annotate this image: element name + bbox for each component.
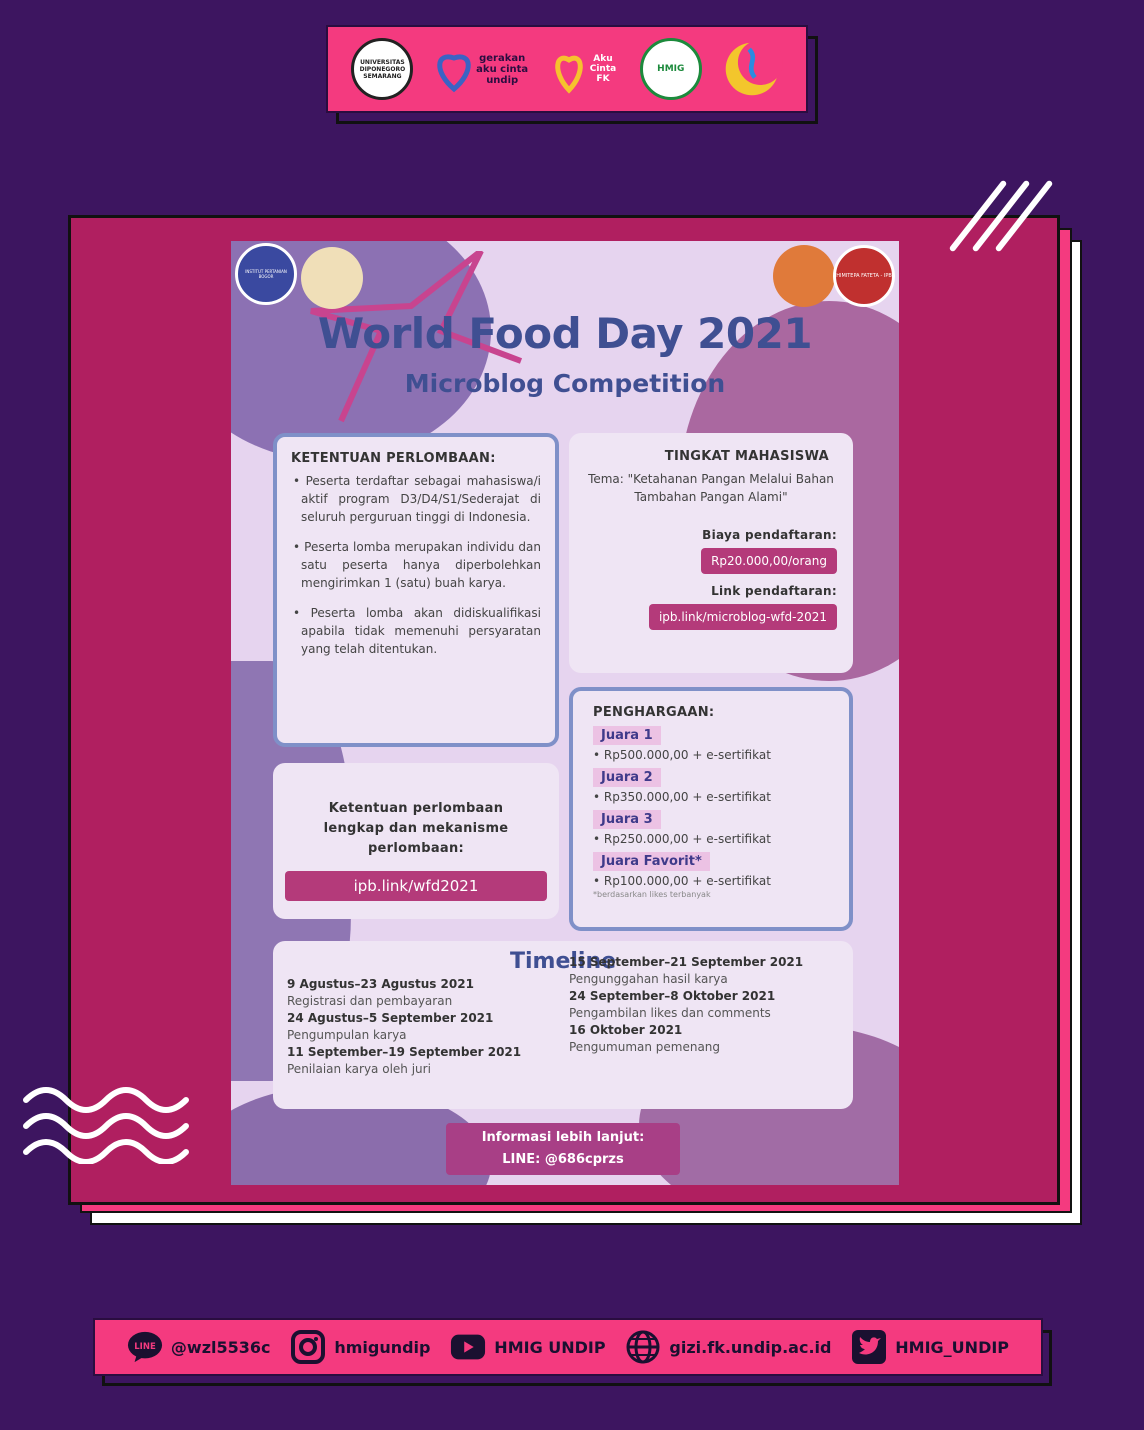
website-contact[interactable] [625, 1329, 831, 1365]
waves-decoration-icon [22, 1080, 202, 1164]
twitter-icon [851, 1329, 887, 1365]
info-box [446, 1123, 680, 1175]
prize-2 [593, 762, 829, 804]
timeline-date: 24 Agustus–5 September 2021 [287, 1011, 494, 1025]
info-line-2: LINE: @686cprzs [502, 1152, 624, 1167]
prize-value: • Rp500.000,00 + e-sertifikat [593, 748, 771, 762]
prize-value: • Rp350.000,00 + e-sertifikat [593, 790, 771, 804]
info-line-1: Informasi lebih lanjut: [481, 1130, 645, 1145]
prize-favorit [593, 846, 829, 888]
prize-title: Juara 1 [593, 726, 661, 745]
timeline-desc: Registrasi dan pembayaran [287, 994, 453, 1008]
timeline-card [273, 941, 853, 1109]
crescent-logo [721, 38, 783, 100]
svg-text:LINE: LINE [134, 1341, 156, 1352]
prize-title: Juara 3 [593, 810, 661, 829]
timeline-date: 16 Oktober 2021 [569, 1023, 683, 1037]
himitepa-logo: HIMITEPA FATETA - IPB [833, 245, 895, 307]
footer [93, 1318, 1043, 1376]
prize-3 [593, 804, 829, 846]
biaya-value: Rp20.000,00/orang [701, 548, 837, 574]
youtube-icon [450, 1329, 486, 1365]
prize-value: • Rp100.000,00 + e-sertifikat [593, 874, 771, 888]
timeline-desc: Pengambilan likes dan comments [569, 1006, 771, 1020]
prize-1 [593, 720, 829, 762]
ketentuan-card [273, 433, 559, 747]
undip-logo: UNIVERSITAS DIPONEGORO SEMARANG [351, 38, 413, 100]
timeline-desc: Pengunggahan hasil karya [569, 972, 728, 986]
timeline-desc: Pengumuman pemenang [569, 1040, 721, 1054]
twitter-handle: HMIG_UNDIP [895, 1337, 1010, 1357]
timeline-desc: Penilaian karya oleh juri [287, 1062, 431, 1076]
tingkat-card [569, 433, 853, 673]
runner-logo [773, 245, 835, 307]
timeline-date: 11 September–19 September 2021 [287, 1045, 522, 1059]
prize-title: Juara Favorit* [593, 852, 710, 871]
logo-bar [326, 25, 808, 113]
registration-link[interactable]: ipb.link/microblog-wfd-2021 [649, 604, 837, 630]
world-food-day-mascot-icon [301, 247, 363, 309]
biaya-label: Biaya pendaftaran: [702, 528, 837, 542]
line-contact[interactable] [127, 1329, 271, 1365]
ketentuan-item: • Peserta lomba akan didiskualifikasi apabila tidak memenuhi persyaratan yang telah ditentukan. [293, 606, 541, 656]
line-handle: @wzl5536c [170, 1337, 271, 1357]
twitter-contact[interactable] [851, 1329, 1009, 1365]
instagram-contact[interactable] [290, 1329, 430, 1365]
tema-text: Tema: "Ketahanan Pangan Melalui Bahan Tambahan Pangan Alami" [588, 472, 834, 504]
poster [231, 241, 899, 1185]
ketentuan-heading: KETENTUAN PERLOMBAAN: [291, 451, 496, 466]
ketentuan-item: • Peserta terdaftar sebagai mahasiswa/i aktif program D3/D4/S1/Sederajat di seluruh perguruan tinggi di Indonesia. [293, 474, 541, 524]
timeline-desc: Pengumpulan karya [287, 1028, 407, 1042]
hmig-logo: HMIG [640, 38, 702, 100]
youtube-handle: HMIG UNDIP [494, 1337, 606, 1357]
prize-note: *berdasarkan likes terbanyak [593, 890, 711, 899]
link-label: Link pendaftaran: [711, 584, 837, 598]
penghargaan-card [569, 687, 853, 931]
aku-cinta-undip-logo: gerakan aku cinta undip [432, 38, 532, 100]
prize-title: Juara 2 [593, 768, 661, 787]
instagram-icon [290, 1329, 326, 1365]
ketentuan-lengkap-card [273, 763, 559, 919]
timeline-heading: Timeline [509, 949, 617, 974]
timeline-right [569, 952, 839, 1076]
wfd-link[interactable]: ipb.link/wfd2021 [285, 871, 547, 901]
ketentuan-item: • Peserta lomba merupakan individu dan satu peserta hanya diperbolehkan mengirimkan 1 (satu) buah karya. [293, 540, 541, 590]
ketentuan-lengkap-text: Ketentuan perlombaan lengkap dan mekanisme perlombaan: [323, 801, 509, 856]
globe-icon [625, 1329, 661, 1365]
poster-title: World Food Day 2021 [317, 309, 813, 358]
penghargaan-heading: PENGHARGAAN: [593, 705, 715, 720]
line-icon [127, 1329, 163, 1365]
timeline-date: 24 September–8 Oktober 2021 [569, 989, 776, 1003]
timeline-date: 15 September–21 September 2021 [569, 955, 804, 969]
instagram-handle: hmigundip [334, 1337, 431, 1357]
website-url: gizi.fk.undip.ac.id [669, 1337, 832, 1357]
poster-subtitle: Microblog Competition [404, 369, 726, 398]
ipb-logo: INSTITUT PERTANIAN BOGOR [235, 243, 297, 305]
tingkat-heading: TINGKAT MAHASISWA [664, 449, 829, 464]
aku-cinta-fk-logo: Aku Cinta FK [551, 38, 621, 100]
timeline-left [287, 974, 567, 1076]
prize-value: • Rp250.000,00 + e-sertifikat [593, 832, 771, 846]
timeline-date: 9 Agustus–23 Agustus 2021 [287, 977, 474, 991]
youtube-contact[interactable] [450, 1329, 605, 1365]
